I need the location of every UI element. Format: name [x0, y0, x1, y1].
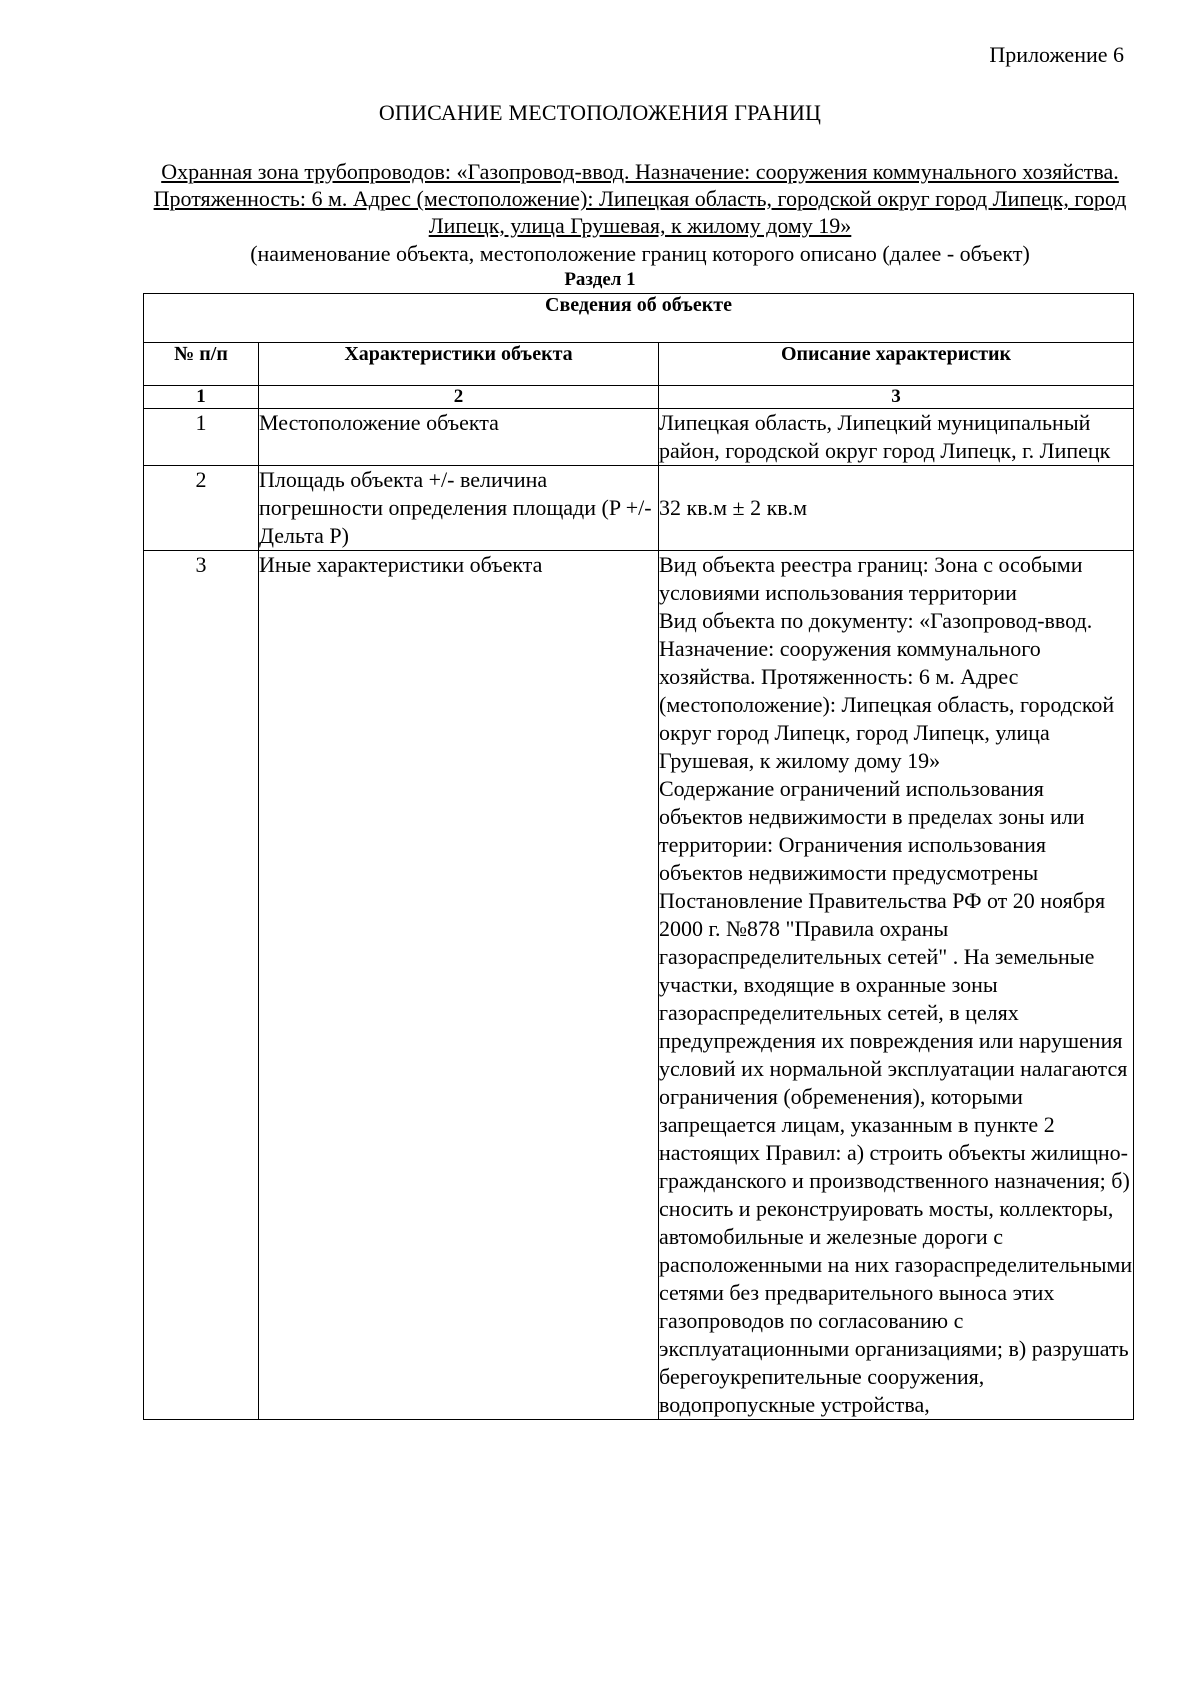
column-number-2: 2	[259, 386, 659, 409]
column-header-number: № п/п	[144, 343, 259, 386]
row-description	[659, 466, 1134, 551]
row-characteristic: Площадь объекта +/- величина погрешности определения площади (P +/- Дельта P)	[259, 466, 659, 551]
object-name: Охранная зона трубопроводов: «Газопровод-ввод. Назначение: сооружения коммунального хозяйства. Протяженность: 6 м. Адрес (местоположение): Липецкая область, городской округ город Липецк, город Липецк, улица Грушевая, к жилому дому 19»	[153, 159, 1127, 238]
object-info-table	[143, 293, 1134, 1420]
row-description	[659, 409, 1134, 466]
table-row	[144, 466, 1134, 551]
section-label: Раздел 1	[564, 269, 636, 290]
table-row	[144, 551, 1134, 1420]
column-header-characteristic: Характеристики объекта	[259, 343, 659, 386]
description-paragraph: Вид объекта реестра границ: Зона с особыми условиями использования территории	[659, 552, 1083, 605]
table-title-row	[144, 294, 1134, 343]
description-paragraph: Содержание ограничений использования объектов недвижимости в пределах зоны или территории: Ограничения использования объектов недвижимости предусмотрены Постановление Правительства РФ от 20 ноября 2000 г. №878 "Правила охраны газораспределительных сетей" . На земельные участки, входящие в охранные зоны газораспределительных сетей, в целях предупреждения их повреждения или нарушения условий их нормальной эксплуатации налагаются ограничения (обременения), которыми запрещается лицам, указанным в пункте 2 настоящих Правил: а) строить объекты жилищно-гражданского и производственного назначения; б) сносить и реконструировать мосты, коллекторы, автомобильные и железные дороги с расположенными на них газораспределительными сетями без предварительного выноса этих газопроводов по согласованию с эксплуатационными организациями; в) разрушать берегоукрепительные сооружения, водопропускные устройства,	[659, 776, 1133, 1417]
table-header-row	[144, 343, 1134, 386]
table-row	[144, 409, 1134, 466]
row-characteristic: Иные характеристики объекта	[259, 551, 659, 1420]
object-caption: (наименование объекта, местоположение границ которого описано (далее - объект)	[250, 241, 1030, 266]
column-number-1: 1	[144, 386, 259, 409]
row-description	[659, 551, 1134, 1420]
column-number-row	[144, 386, 1134, 409]
appendix-label: Приложение 6	[989, 42, 1124, 67]
row-number: 1	[144, 409, 259, 466]
row-characteristic: Местоположение объекта	[259, 409, 659, 466]
document-title: ОПИСАНИЕ МЕСТОПОЛОЖЕНИЯ ГРАНИЦ	[378, 100, 822, 125]
description-paragraph: 32 кв.м ± 2 кв.м	[659, 495, 808, 520]
column-number-3: 3	[659, 386, 1134, 409]
row-number: 3	[144, 551, 259, 1420]
description-paragraph: Липецкая область, Липецкий муниципальный район, городской округ город Липецк, г. Липецк	[659, 410, 1111, 463]
row-number: 2	[144, 466, 259, 551]
column-header-description: Описание характеристик	[659, 343, 1134, 386]
description-paragraph: Вид объекта по документу: «Газопровод-ввод. Назначение: сооружения коммунального хозяйства. Протяженность: 6 м. Адрес (местоположение): Липецкая область, городской округ город Липецк, город Липецк, улица Грушевая, к жилому дому 19»	[659, 608, 1115, 773]
table-title: Сведения об объекте	[144, 294, 1134, 343]
